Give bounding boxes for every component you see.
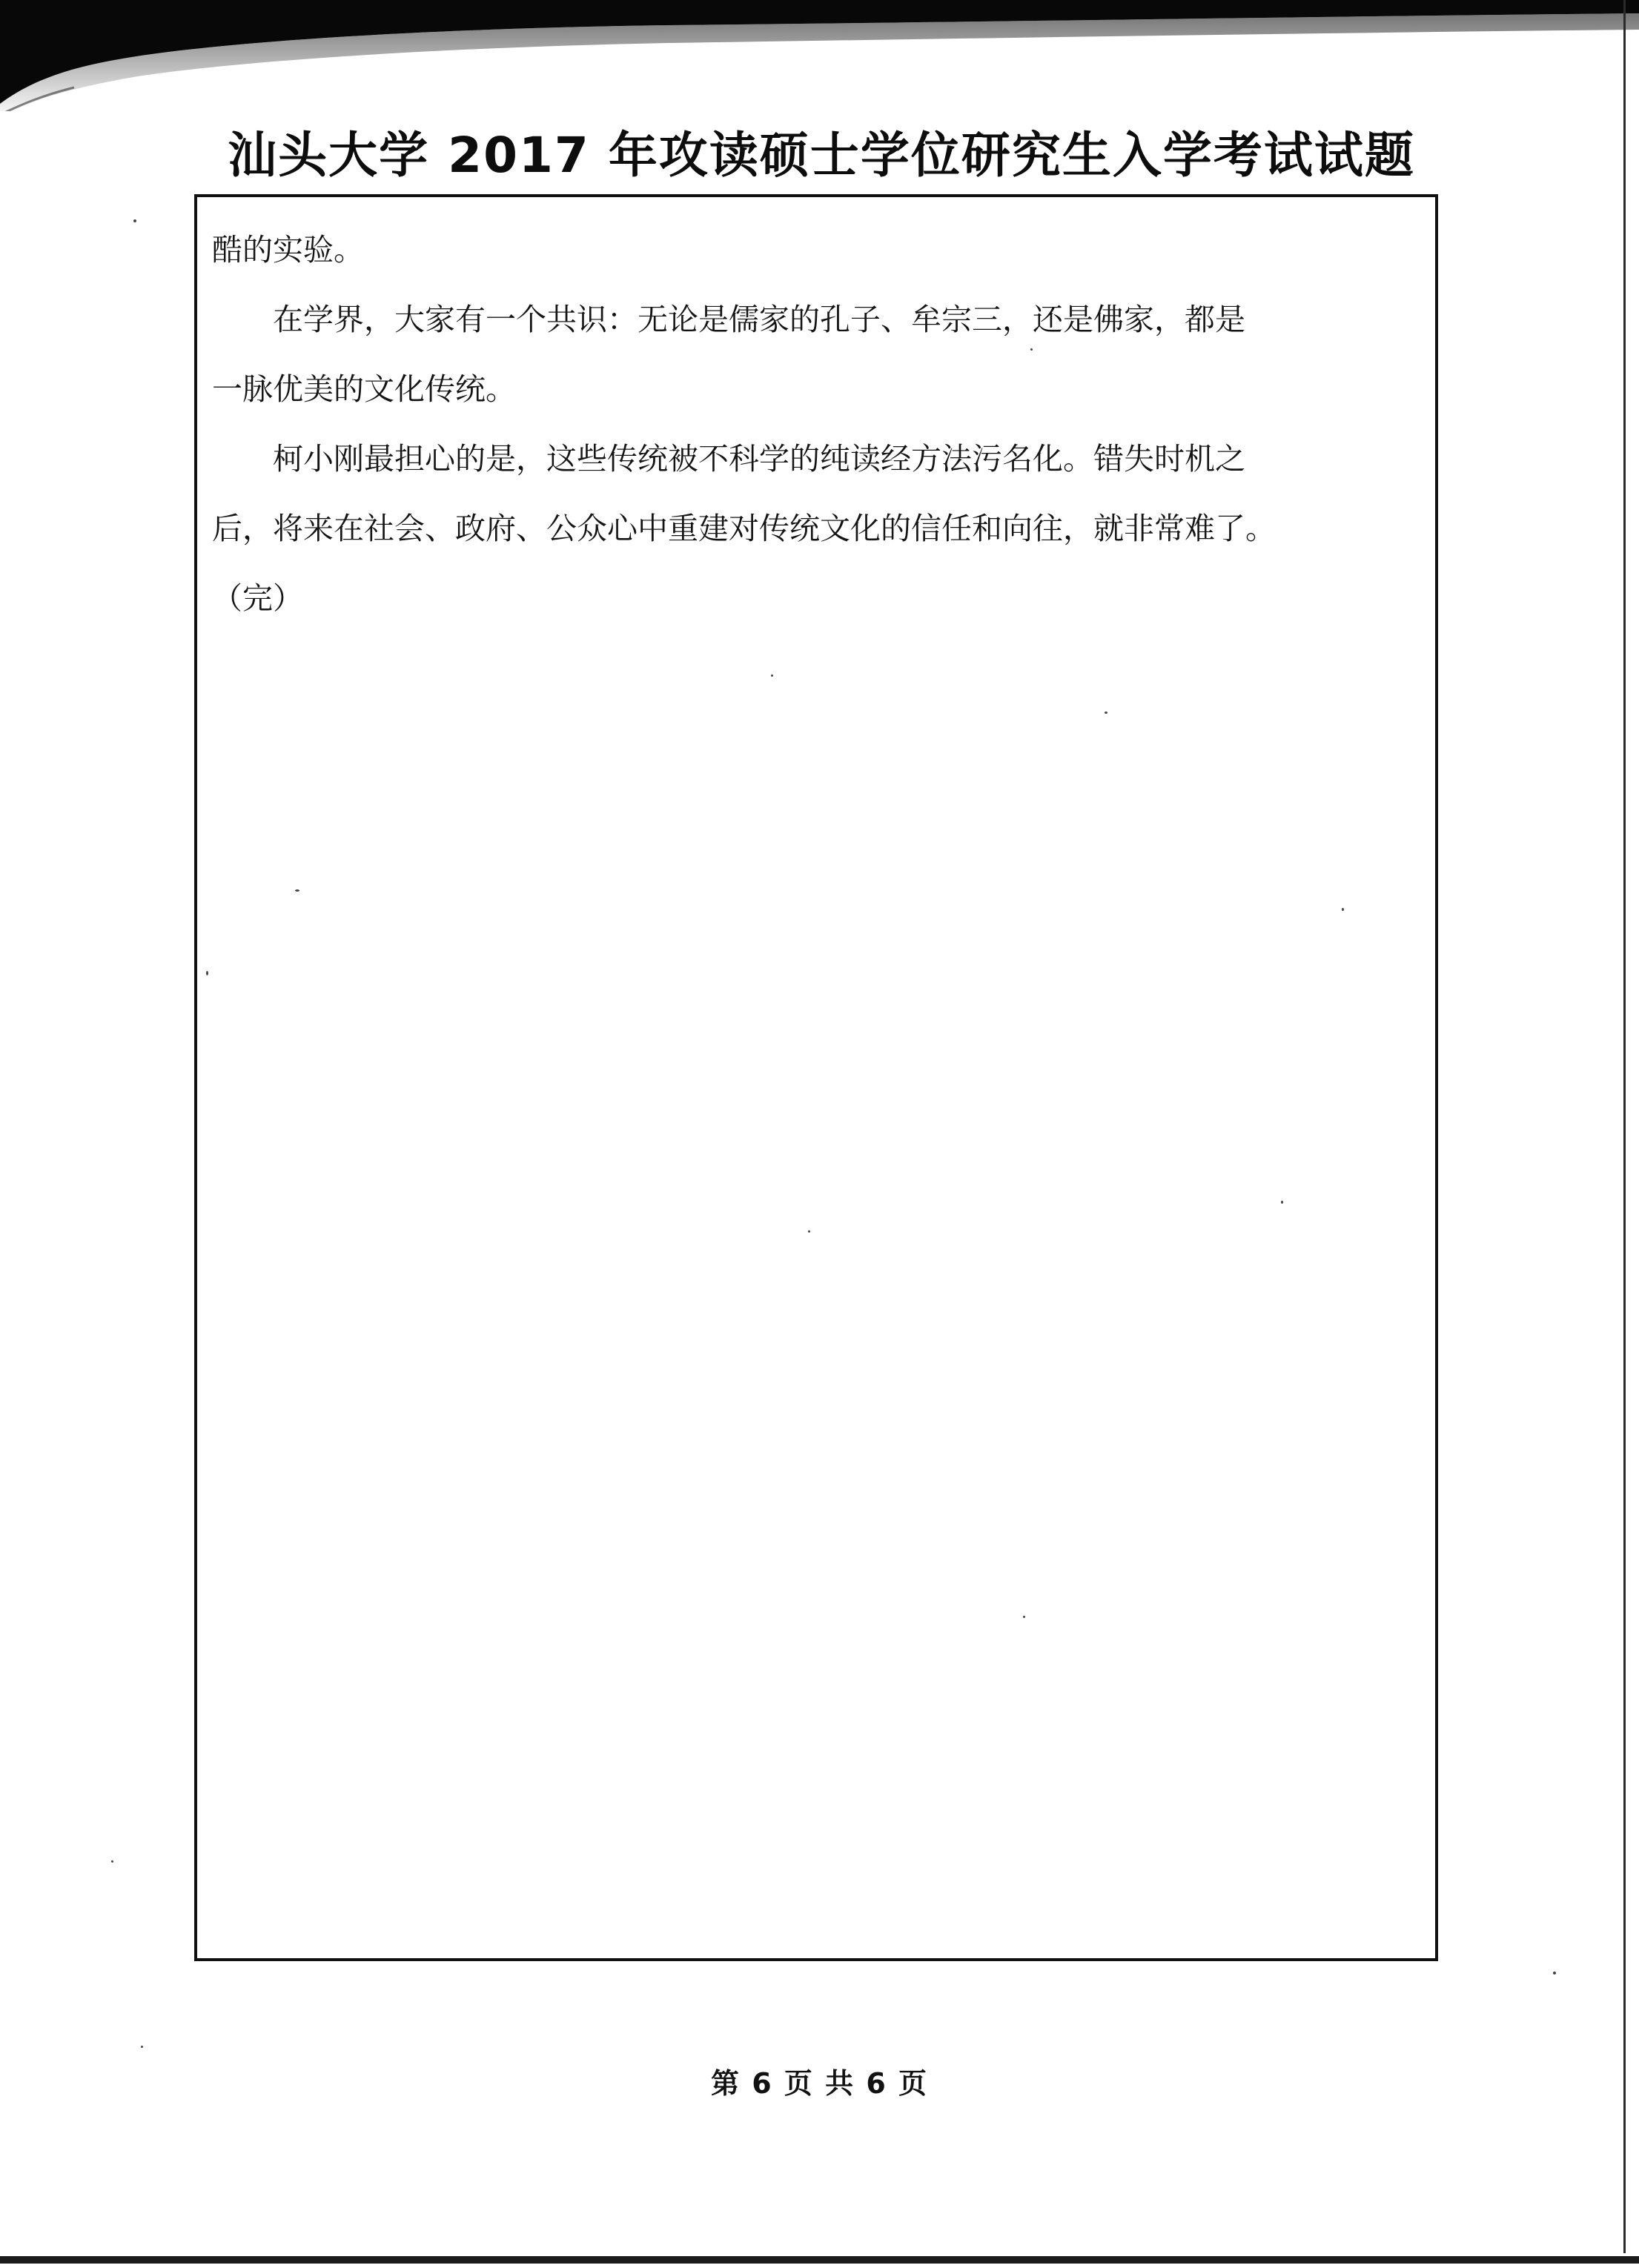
scan-speck <box>1553 1972 1556 1974</box>
scan-speck <box>295 889 299 892</box>
paragraph-line: 在学界，大家有一个共识：无论是儒家的孔子、牟宗三，还是佛家，都是 <box>273 302 1245 337</box>
scan-edge-right <box>1623 0 1626 2253</box>
passage-text <box>212 215 1420 633</box>
scan-speck <box>141 2046 143 2048</box>
scan-speck <box>1105 712 1107 714</box>
paragraph-line: 后，将来在社会、政府、公众心中重建对传统文化的信任和向往，就非常难了。 <box>212 511 1276 546</box>
paragraph-line: 一脉优美的文化传统。 <box>212 371 516 407</box>
scan-speck <box>808 1230 810 1233</box>
scan-speck <box>1342 908 1344 911</box>
paragraph-line: 酷的实验。 <box>212 232 364 268</box>
scan-speck <box>771 674 773 677</box>
page-number: 第 6 页 共 6 页 <box>710 2067 929 2100</box>
scan-speck <box>1281 1201 1283 1204</box>
scan-speck <box>133 219 136 222</box>
scan-edge-bottom <box>0 2256 1639 2264</box>
scan-shadow <box>0 0 1639 111</box>
scan-speck <box>1023 1616 1025 1618</box>
scan-speck <box>206 971 208 975</box>
paragraph-line: 柯小刚最担心的是，这些传统被不科学的纯读经方法污名化。错失时机之 <box>273 441 1245 477</box>
scan-speck <box>1030 348 1033 351</box>
scan-speck <box>111 1860 113 1863</box>
end-marker: （完） <box>212 580 303 616</box>
exam-title: 汕头大学 2017 年攻读硕士学位研究生入学考试试题 <box>228 127 1415 184</box>
